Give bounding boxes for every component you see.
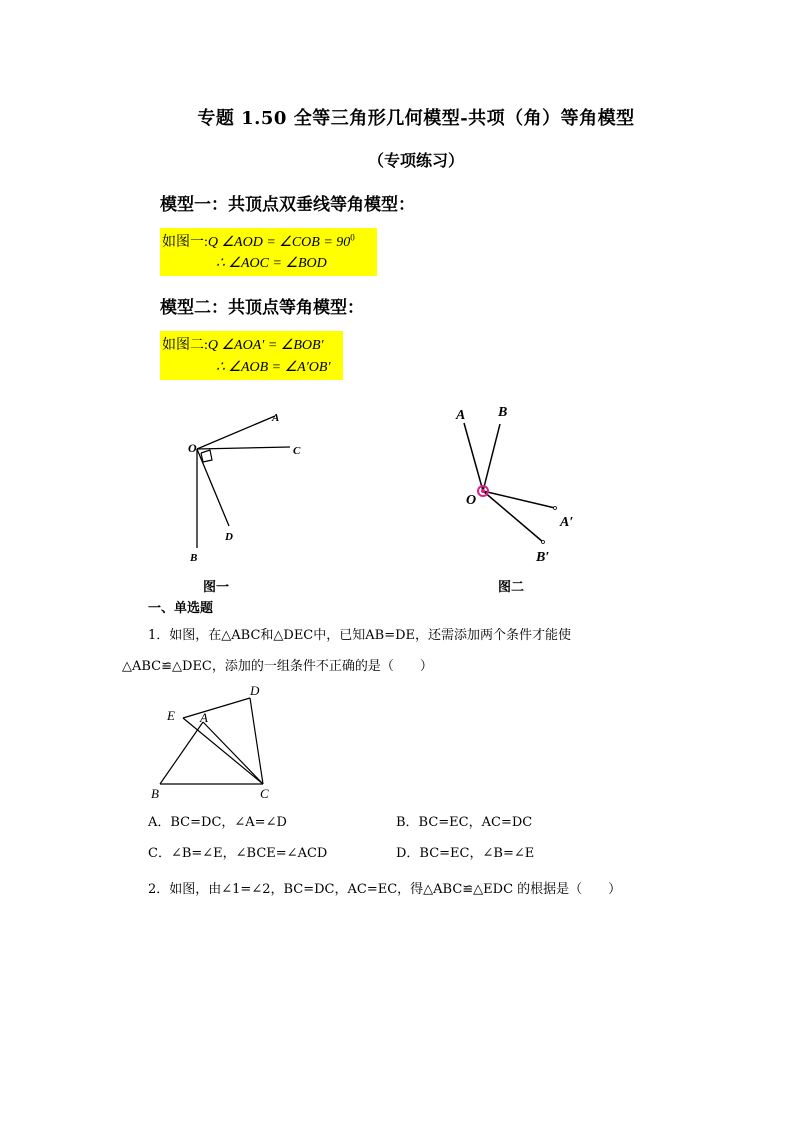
label-B: B <box>498 405 508 420</box>
figure2-diagram <box>445 400 605 570</box>
segment-DC <box>250 698 263 784</box>
q1-line1: 1．如图，在△ABC和△DEC中，已知AB=DE，还需添加两个条件才能使 <box>148 628 572 643</box>
ray-OB <box>483 424 500 491</box>
q1-line2: △ABC≌△DEC，添加的一组条件不正确的是（ ） <box>122 659 433 674</box>
page-title: 专题 1.50 全等三角形几何模型-共项（角）等角模型 <box>197 108 635 129</box>
model1-line1 <box>162 231 355 251</box>
ray-OA <box>464 423 483 491</box>
label-O: O <box>466 493 477 508</box>
model1-line2-math: ∴ ∠AOC = ∠BOD <box>216 256 327 271</box>
section-heading: 一、单选题 <box>148 601 214 616</box>
vertex-dot <box>481 489 485 493</box>
q2-line1: 2．如图，由∠1=∠2，BC=DC，AC=EC，得△ABC≌△EDC 的根据是（ ） <box>148 882 622 897</box>
model1-line1-prefix: 如图一: <box>162 235 208 250</box>
figure2-caption: 图二 <box>498 580 525 595</box>
label-E: E <box>167 708 175 723</box>
endpoint-B-prime <box>542 541 545 544</box>
label-C: C <box>293 445 301 457</box>
label-O: O <box>188 441 197 455</box>
segment-ED <box>183 698 250 718</box>
label-B: B <box>190 552 198 564</box>
segment-AC <box>203 722 263 784</box>
model2-line2 <box>216 359 331 376</box>
segment-BA <box>160 722 203 784</box>
label-A: A <box>456 408 466 423</box>
label-C: C <box>260 786 269 801</box>
endpoint-A-prime <box>554 507 557 510</box>
model1-heading: 模型一：共顶点双垂线等角模型： <box>160 195 415 215</box>
q1-option-b[interactable]: B．BC=EC，AC=DC <box>396 815 533 830</box>
label-A: A <box>272 412 280 424</box>
q1-option-a[interactable]: A．BC=DC，∠A=∠D <box>148 815 287 830</box>
page-subtitle: （专项练习） <box>367 151 464 170</box>
q1-option-c[interactable]: C．∠B=∠E，∠BCE=∠ACD <box>148 846 328 861</box>
ray-OC <box>197 447 290 449</box>
label-B: B <box>151 786 159 801</box>
model2-line1-math: Q ∠AOA′ = ∠BOB′ <box>207 338 324 353</box>
model1-line2 <box>216 255 327 272</box>
model1-highlight-box <box>160 228 377 276</box>
model2-heading: 模型二：共顶点等角模型： <box>160 298 364 318</box>
model1-line1-sup: 0 <box>350 232 355 243</box>
label-A: A <box>200 710 208 725</box>
q1-diagram <box>145 680 285 805</box>
right-angle-mark <box>201 450 212 462</box>
model2-highlight-box <box>160 331 343 380</box>
figure1-caption: 图一 <box>203 580 230 595</box>
model2-line2-math: ∴ ∠AOB = ∠A′OB′ <box>216 360 331 375</box>
model2-line1 <box>162 334 324 354</box>
model2-line1-prefix: 如图二: <box>162 338 208 353</box>
label-B-prime: B′ <box>536 550 550 565</box>
label-A-prime: A′ <box>560 515 574 530</box>
model1-line1-math: Q ∠AOD = ∠COB = 90 <box>207 235 351 250</box>
q1-option-d[interactable]: D．BC=EC，∠B=∠E <box>396 846 535 861</box>
figure1-diagram <box>150 400 350 580</box>
ray-OA <box>197 416 275 449</box>
label-D: D <box>250 683 260 698</box>
ray-OD <box>197 449 229 526</box>
label-D: D <box>225 531 233 543</box>
segment-EC <box>183 718 263 784</box>
